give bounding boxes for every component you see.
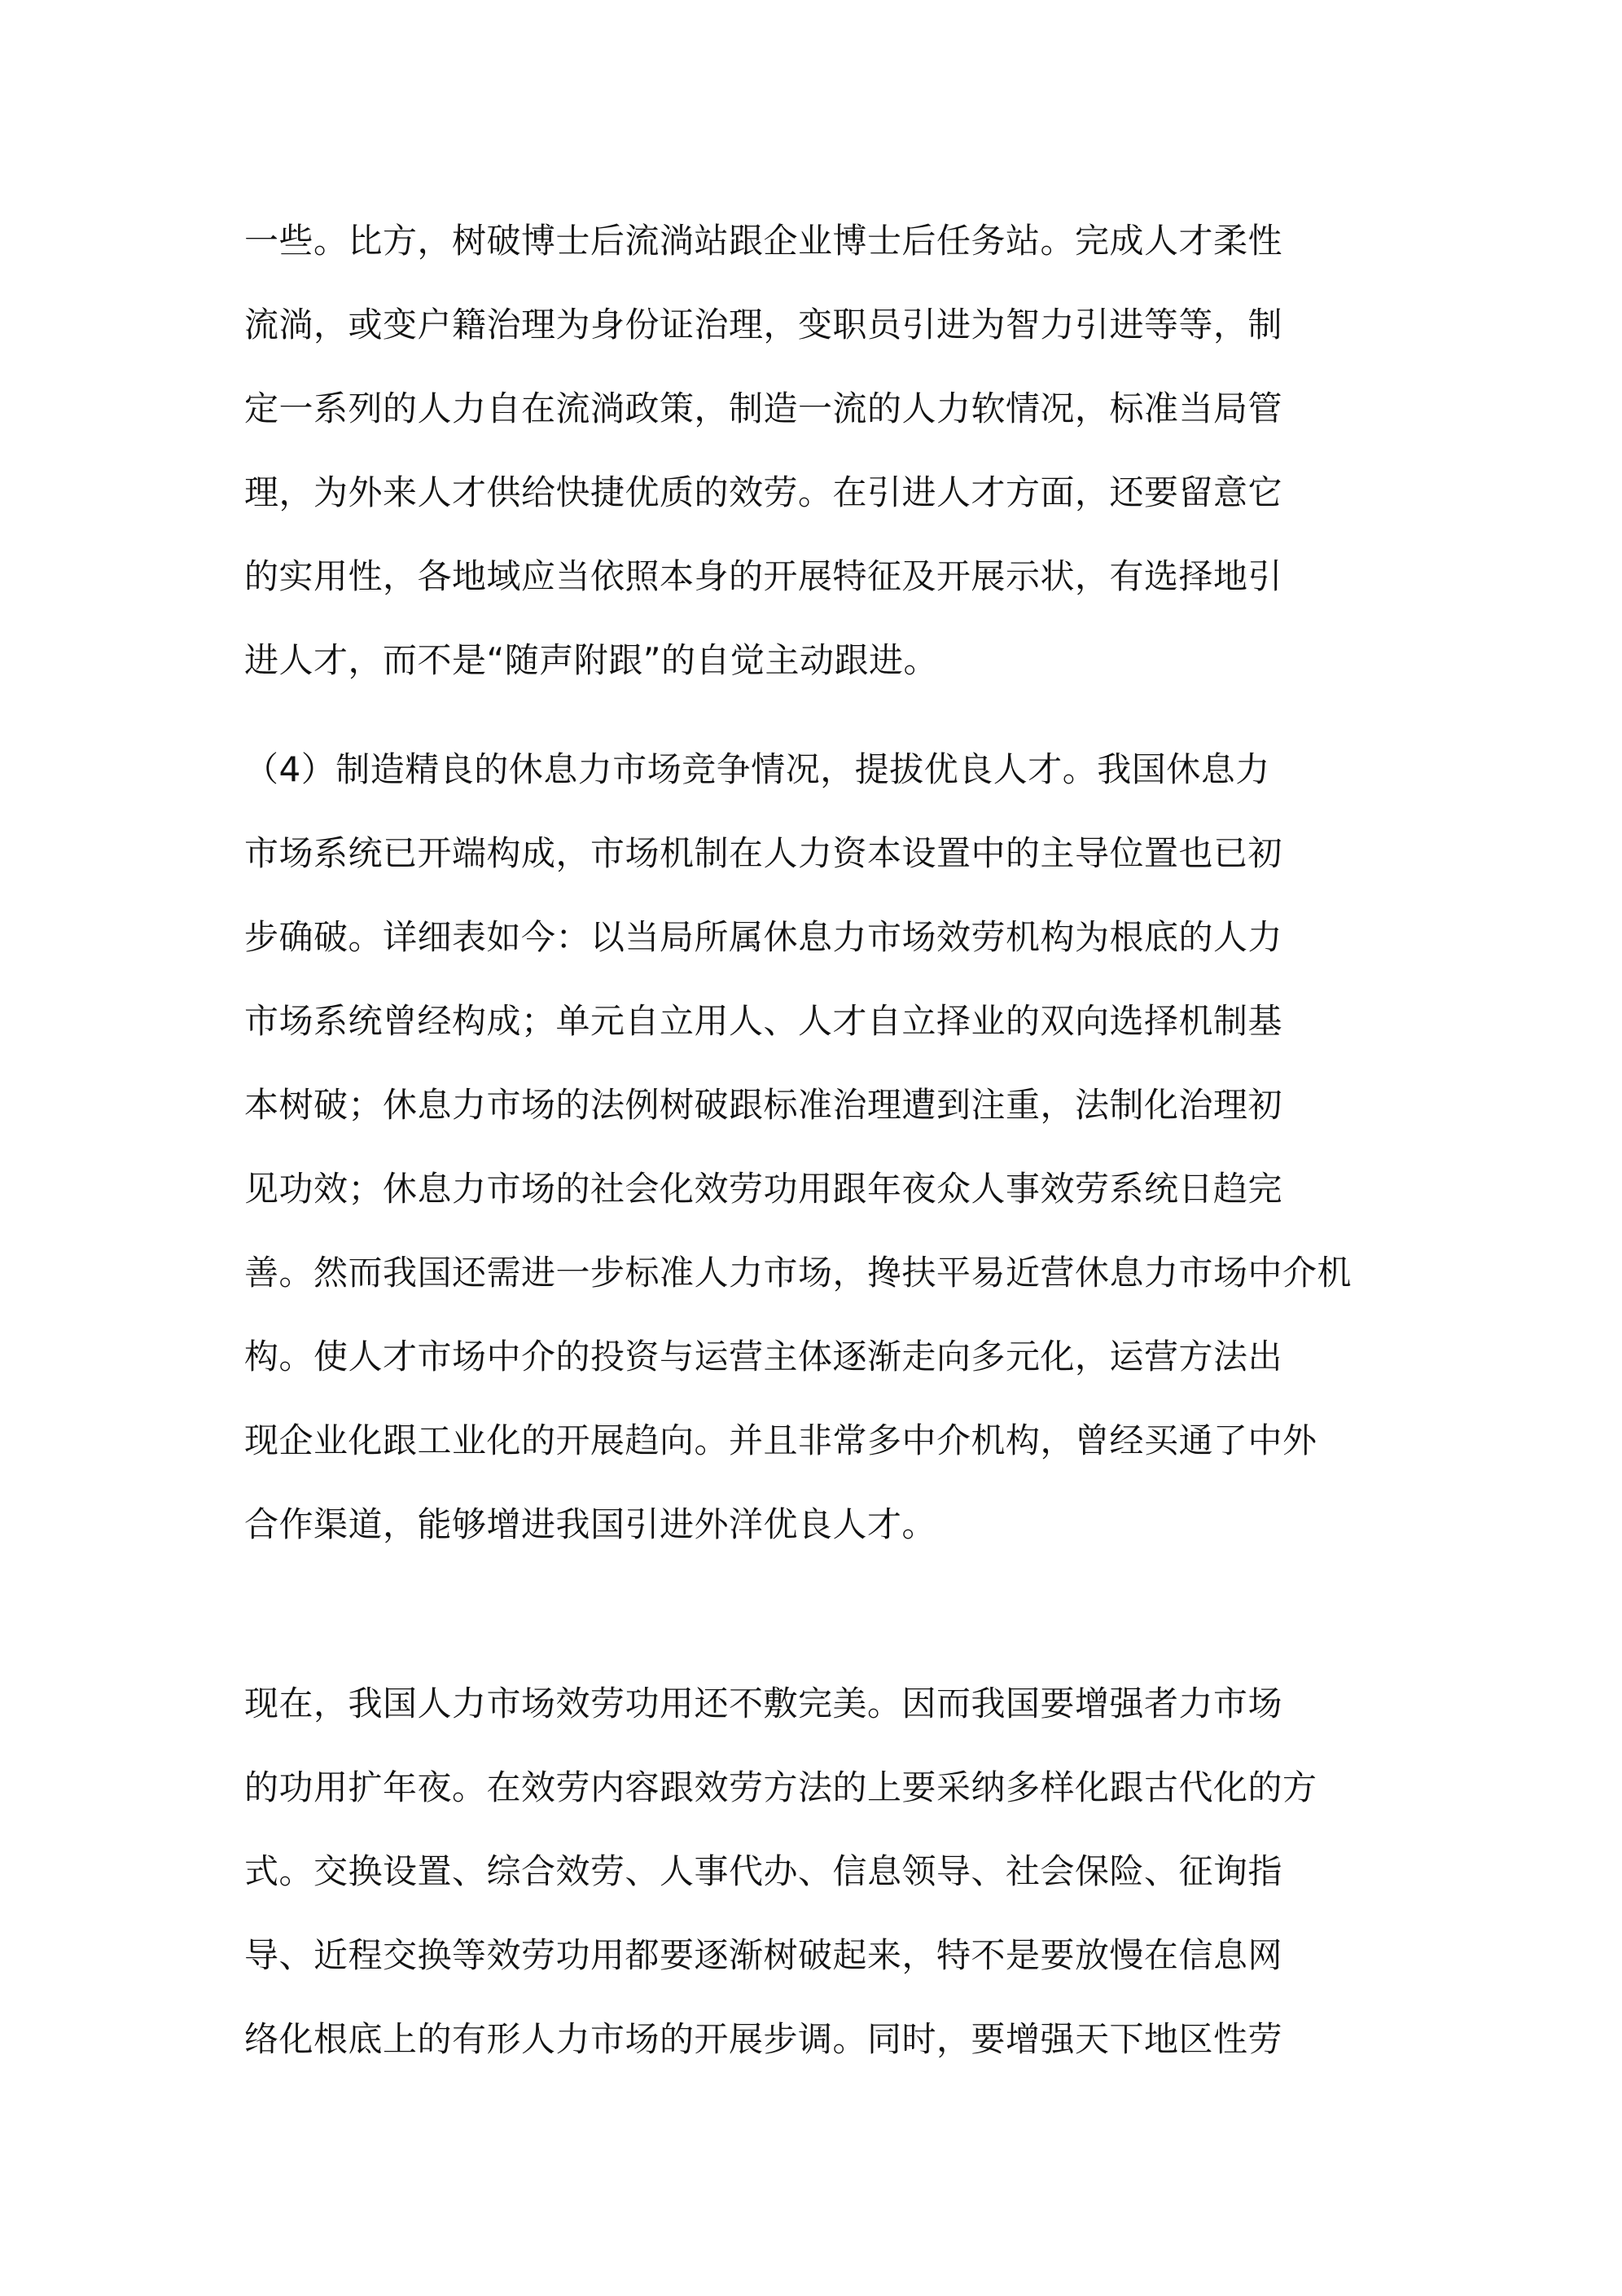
text-line: 定一系列的人力自在流淌政策，制造一流的人力软情况，标准当局管 bbox=[244, 389, 1283, 428]
text-line: 构。使人才市场中介的投资与运营主体逐渐走向多元化，运营方法出 bbox=[244, 1337, 1283, 1376]
text-line: 进人才，而不是“随声附跟”的自觉主动跟进。 bbox=[244, 640, 939, 680]
text-line: （4）制造精良的休息力市场竞争情况，提拔优良人才。我国休息力 bbox=[244, 749, 1270, 789]
text-line: 现企业化跟工业化的开展趋向。并且非常多中介机构，曾经买通了中外 bbox=[244, 1420, 1317, 1460]
text-line: 导、近程交换等效劳功用都要逐渐树破起来，特不是要放慢在信息网 bbox=[244, 1935, 1283, 1975]
text-line: 见功效；休息力市场的社会化效劳功用跟年夜众人事效劳系统日趋完 bbox=[244, 1169, 1283, 1209]
text-line: 市场系统曾经构成；单元自立用人、人才自立择业的双向选择机制基 bbox=[244, 1001, 1283, 1041]
text-line: 的实用性，各地域应当依照本身的开展特征及开展示状，有选择地引 bbox=[244, 556, 1283, 596]
text-line: 络化根底上的有形人力市场的开展步调。同时，要增强天下地区性劳 bbox=[244, 2019, 1283, 2059]
text-line: 本树破；休息力市场的法例树破跟标准治理遭到注重，法制化治理初 bbox=[244, 1085, 1283, 1125]
text-line: 善。然而我国还需进一步标准人力市场，搀扶平易近营休息力市场中介机 bbox=[244, 1253, 1352, 1293]
text-line: 市场系统已开端构成，市场机制在人力资本设置中的主导位置也已初 bbox=[244, 833, 1283, 873]
text-line: 合作渠道，能够增进我国引进外洋优良人才。 bbox=[244, 1504, 937, 1544]
text-line: 式。交换设置、综合效劳、人事代办、信息领导、社会保险、征询指 bbox=[244, 1851, 1283, 1891]
text-line: 流淌，或变户籍治理为身份证治理，变职员引进为智力引进等等，制 bbox=[244, 305, 1283, 345]
text-line: 现在，我国人力市场效劳功用还不敷完美。因而我国要增强者力市场 bbox=[244, 1684, 1283, 1723]
text-line: 的功用扩年夜。在效劳内容跟效劳方法的上要采纳多样化跟古代化的方 bbox=[244, 1767, 1317, 1807]
text-line: 理，为外来人才供给快捷优质的效劳。在引进人才方面，还要留意它 bbox=[244, 472, 1283, 512]
text-line: 一些。比方，树破博士后流淌站跟企业博士后任务站。完成人才柔性 bbox=[244, 221, 1283, 261]
text-line: 步确破。详细表如今：以当局所属休息力市场效劳机构为根底的人力 bbox=[244, 917, 1283, 957]
